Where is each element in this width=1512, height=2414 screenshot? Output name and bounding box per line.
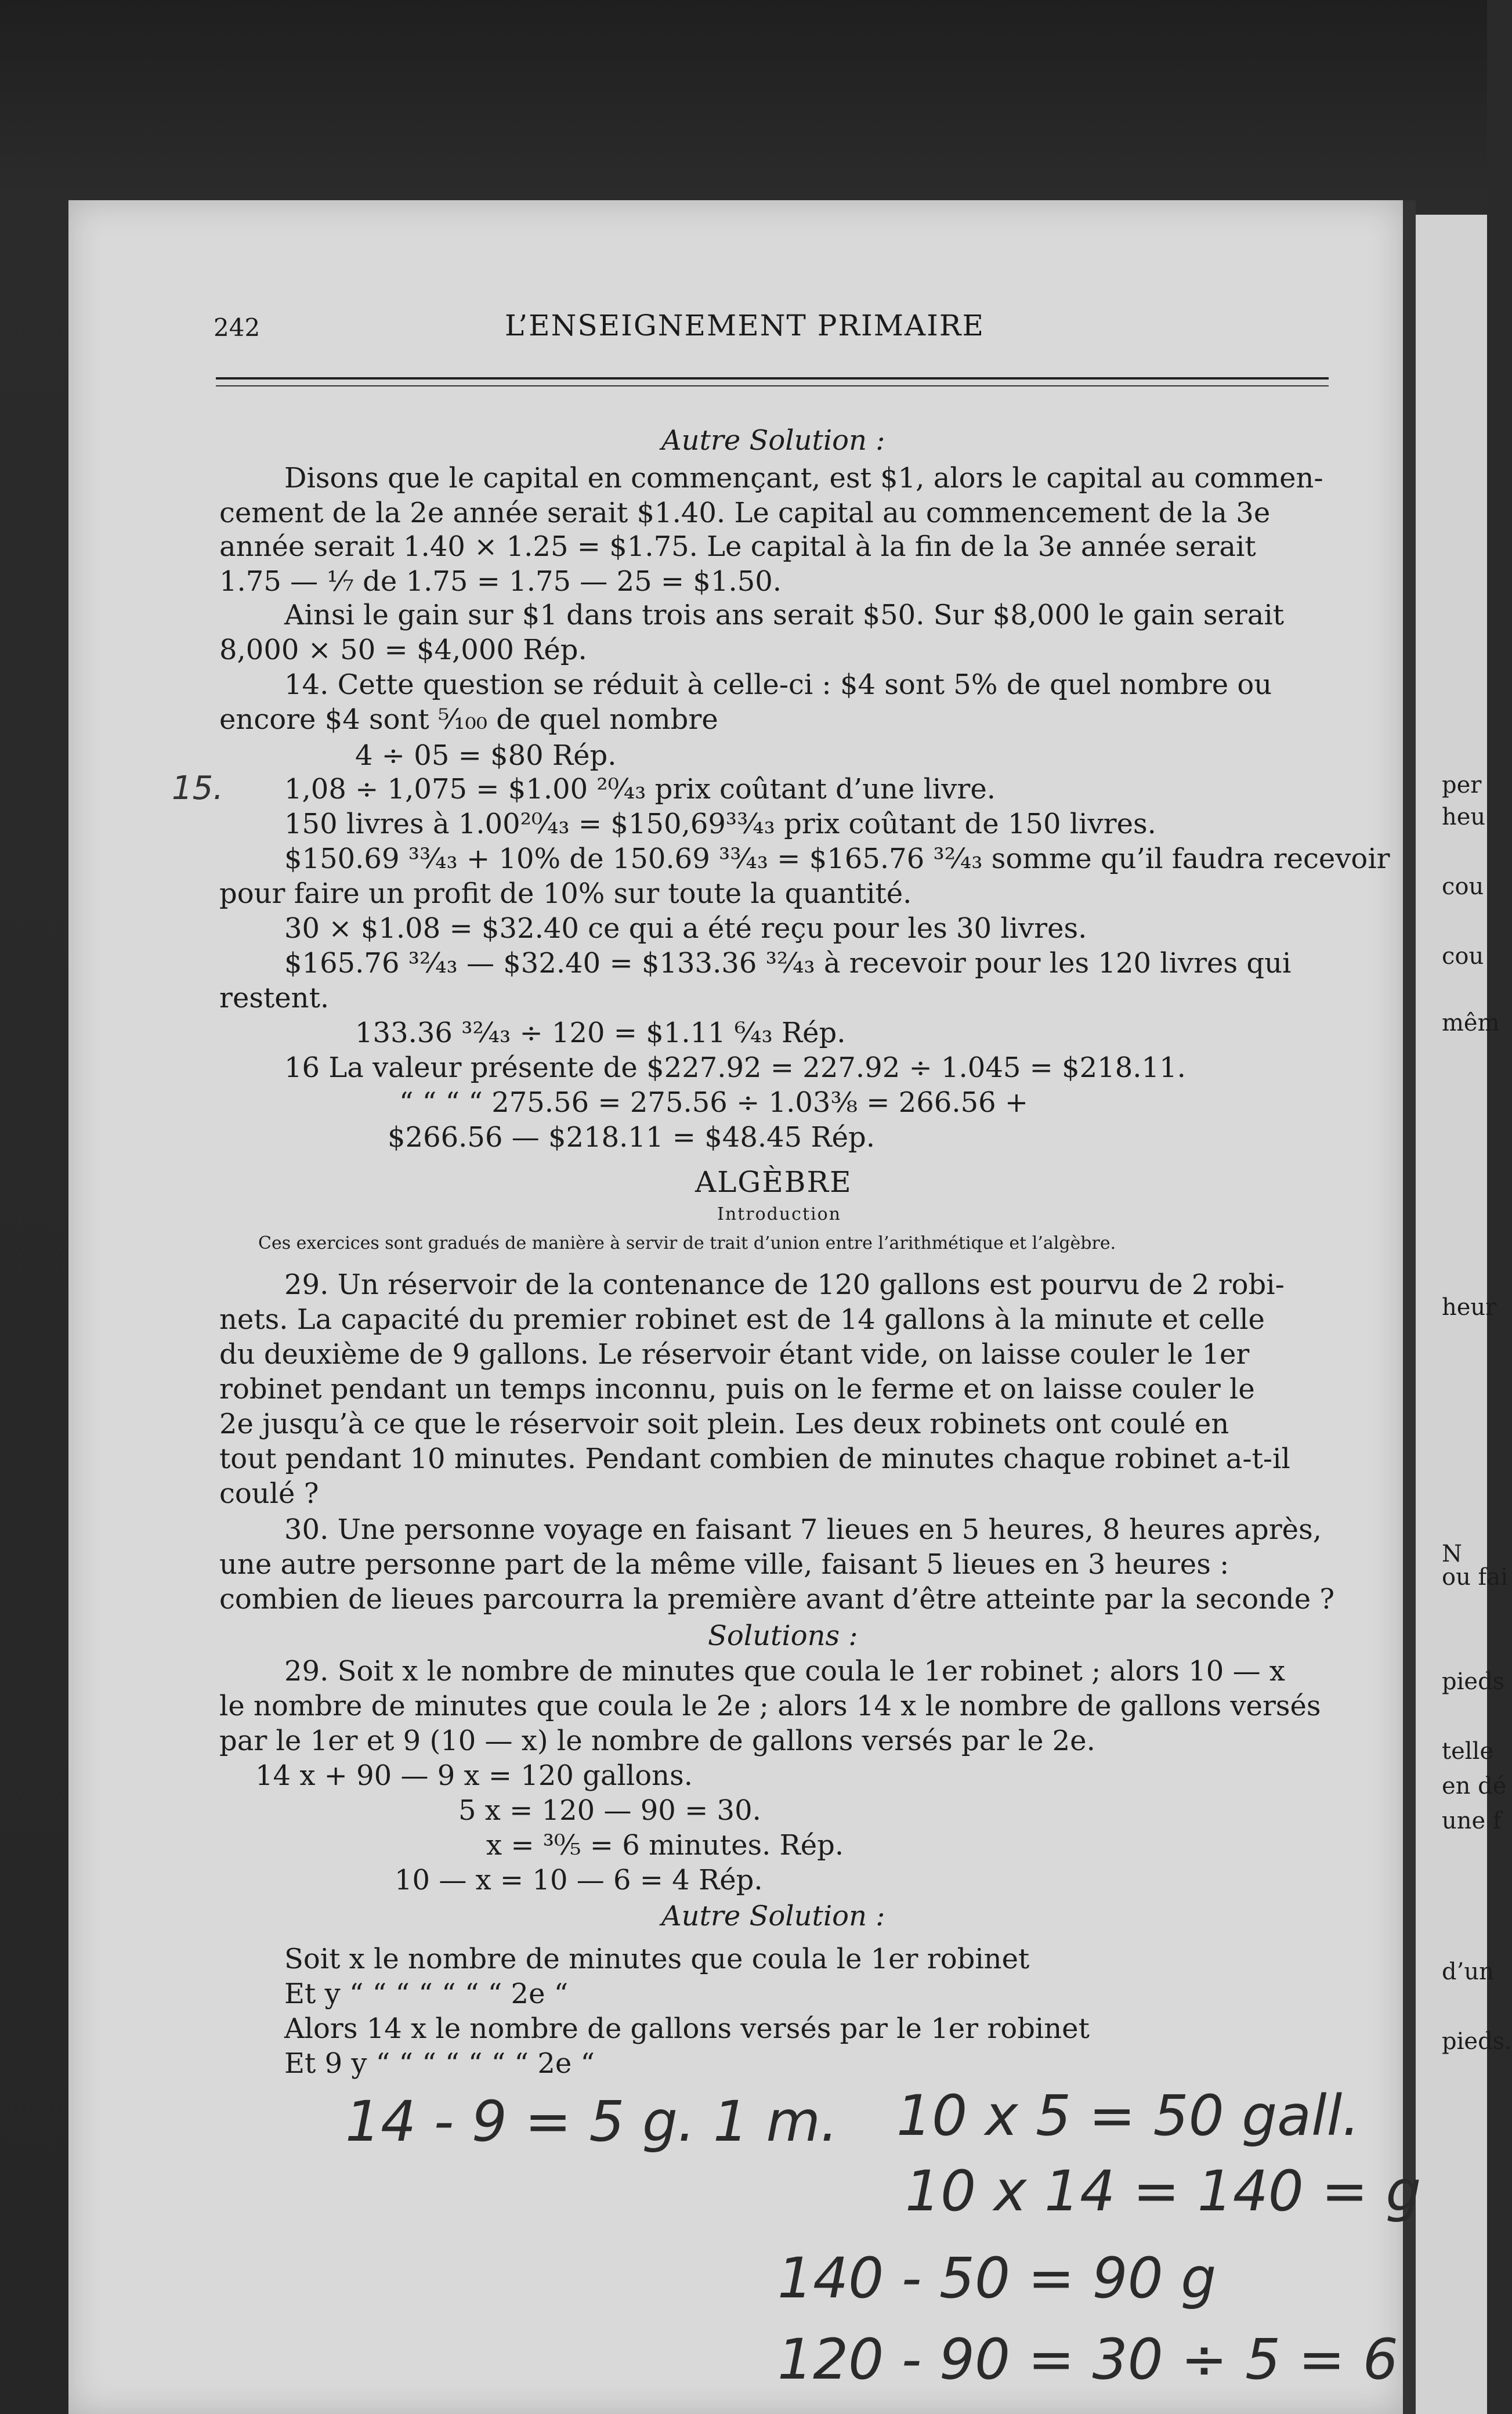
text-line: Solutions : [708,1620,858,1652]
facing-page-fragment: d’un [1442,1958,1494,1985]
facing-page-fragment: per [1442,772,1482,798]
text-line: robinet pendant un temps inconnu, puis on le ferme et on laisse couler le [219,1373,1255,1405]
text-line: 150 livres à 1.00²⁰⁄₄₃ = $150,69³³⁄₄₃ prix coûtant de 150 livres. [284,808,1156,840]
facing-page-fragment: pieds. [1442,2028,1512,2055]
facing-page-fragment: N [1442,1541,1462,1567]
text-line: 133.36 ³²⁄₄₃ ÷ 120 = $1.11 ⁶⁄₄₃ Rép. [355,1017,846,1049]
text-line: 16 La valeur présente de $227.92 = 227.92 ÷ 1.045 = $218.11. [284,1051,1186,1084]
text-line: 4 ÷ 05 = $80 Rép. [355,739,617,772]
text-line: Alors 14 x le nombre de gallons versés par le 1er robinet [284,2012,1090,2045]
facing-page-fragment: cou [1442,873,1484,900]
facing-page-fragment: telle [1442,1738,1494,1765]
text-line: Ainsi le gain sur $1 dans trois ans serait $50. Sur $8,000 le gain serait [284,599,1285,631]
header-rule-thin [216,385,1329,386]
text-line: 29. Soit x le nombre de minutes que coula le 1er robinet ; alors 10 — x [284,1655,1285,1687]
facing-page-fragment: une f [1442,1808,1502,1834]
facing-page-fragment: pieds [1442,1668,1505,1695]
text-line: 14 x + 90 — 9 x = 120 gallons. [255,1759,693,1792]
facing-page-fragment: heur [1442,1294,1497,1321]
text-line: cement de la 2e année serait $1.40. Le capital au commencement de la 3e [219,497,1271,529]
text-line: année serait 1.40 × 1.25 = $1.75. Le capital à la fin de la 3e année serait [219,530,1256,563]
facing-page-fragment: mêm [1442,1010,1500,1036]
text-line: $150.69 ³³⁄₄₃ + 10% de 150.69 ³³⁄₄₃ = $165.76 ³²⁄₄₃ somme qu’il faudra recevoir [284,843,1390,875]
text-line: 8,000 × 50 = $4,000 Rép. [219,634,587,666]
margin-annotation: 15. [172,769,224,807]
text-line: combien de lieues parcourra la première avant d’être atteinte par la seconde ? [219,1583,1335,1616]
section-title-algebre: ALGÈBRE [695,1165,852,1199]
text-line: restent. [219,982,330,1014]
section-subtitle-introduction: Introduction [717,1204,841,1224]
intro-note: Ces exercices sont gradués de manière à servir de trait d’union entre l’arithmétique et l’algèbre. [258,1233,1116,1253]
text-line: Et y “ “ “ “ “ “ “ 2e “ [284,1978,569,2010]
handwritten-line: 10 x 5 = 50 gall. [896,2083,1360,2148]
text-line: par le 1er et 9 (10 — x) le nombre de gallons versés par le 2e. [219,1725,1095,1757]
text-line: Soit x le nombre de minutes que coula le 1er robinet [284,1943,1030,1975]
text-line: nets. La capacité du premier robinet est de 14 gallons à la minute et celle [219,1303,1265,1336]
text-line: coulé ? [219,1477,319,1510]
handwritten-line: 140 - 50 = 90 g [777,2246,1217,2311]
text-line: Autre Solution : [661,1900,885,1932]
text-line: 1.75 — ⅐ de 1.75 = 1.75 — 25 = $1.50. [219,565,782,598]
text-line: 30 × $1.08 = $32.40 ce qui a été reçu pour les 30 livres. [284,912,1087,945]
text-line: encore $4 sont ⁵⁄₁₀₀ de quel nombre [219,703,718,736]
text-line: Et 9 y “ “ “ “ “ “ “ 2e “ [284,2047,595,2080]
text-line: Disons que le capital en commençant, est $1, alors le capital au commen- [284,462,1323,494]
text-line: 5 x = 120 — 90 = 30. [458,1794,761,1827]
text-line: 29. Un réservoir de la contenance de 120 gallons est pourvu de 2 robi- [284,1269,1285,1301]
text-line: une autre personne part de la même ville, faisant 5 lieues en 3 heures : [219,1548,1229,1581]
book-gutter [1403,200,1416,2414]
handwritten-line: 14 - 9 = 5 g. 1 m. [345,2089,838,2154]
handwritten-line: 10 x 14 = 140 = g [905,2159,1421,2224]
text-line: 30. Une personne voyage en faisant 7 lieues en 5 heures, 8 heures après, [284,1513,1322,1546]
header-rule [216,377,1329,380]
text-line: x = ³⁰⁄₅ = 6 minutes. Rép. [486,1829,844,1862]
page-number: 242 [214,313,261,342]
text-line: 1,08 ÷ 1,075 = $1.00 ²⁰⁄₄₃ prix coûtant d’une livre. [284,773,996,805]
facing-page-fragment: heu [1442,804,1486,830]
handwritten-line: 120 - 90 = 30 ÷ 5 = 6 [777,2327,1398,2392]
text-line: $165.76 ³²⁄₄₃ — $32.40 = $133.36 ³²⁄₄₃ à recevoir pour les 120 livres qui [284,947,1292,980]
text-line: tout pendant 10 minutes. Pendant combien de minutes chaque robinet a-t-il [219,1443,1290,1475]
text-line: 2e jusqu’à ce que le réservoir soit plein. Les deux robinets ont coulé en [219,1408,1229,1440]
text-line: le nombre de minutes que coula le 2e ; alors 14 x le nombre de gallons versés [219,1690,1321,1722]
facing-page-fragment: cou [1442,943,1484,970]
text-line: 14. Cette question se réduit à celle-ci : $4 sont 5% de quel nombre ou [284,668,1272,701]
text-line: 10 — x = 10 — 6 = 4 Rép. [395,1864,763,1896]
text-line: pour faire un profit de 10% sur toute la quantité. [219,877,912,910]
facing-page-fragment: en dé [1442,1773,1507,1799]
text-line: $266.56 — $218.11 = $48.45 Rép. [388,1121,875,1154]
facing-page-fragment: ou fai [1442,1564,1509,1591]
text-line: “ “ “ “ 275.56 = 275.56 ÷ 1.03⅜ = 266.56 + [399,1086,1029,1119]
text-line: du deuxième de 9 gallons. Le réservoir étant vide, on laisse couler le 1er [219,1338,1250,1371]
running-title: L’ENSEIGNEMENT PRIMAIRE [505,309,985,342]
text-line: Autre Solution : [661,424,885,457]
